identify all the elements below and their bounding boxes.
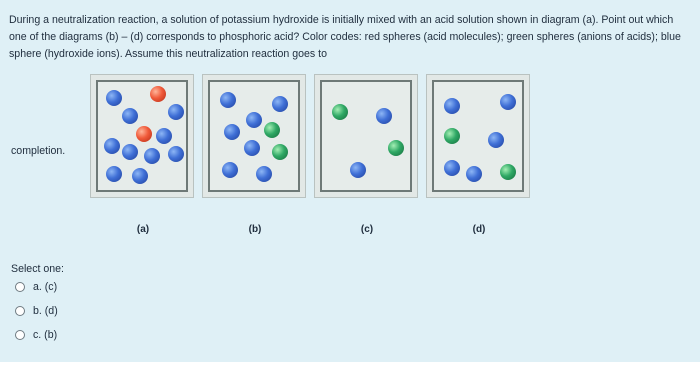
blue-sphere [156,128,172,144]
answer-option-a[interactable] [15,281,57,293]
diagram-panel-d [426,74,530,198]
blue-sphere [168,146,184,162]
diagram-label-b: (b) [248,224,262,235]
diagram-label-d: (d) [472,224,486,235]
blue-sphere [376,108,392,124]
blue-sphere [144,148,160,164]
question-continuation: completion. [11,145,66,157]
blue-sphere [444,98,460,114]
diagram-label-c: (c) [360,224,374,235]
blue-sphere [256,166,272,182]
green-sphere [264,122,280,138]
red-sphere [150,86,166,102]
diagram-figure [90,74,530,240]
blue-sphere [122,144,138,160]
blue-sphere [220,92,236,108]
radio-button[interactable] [15,306,25,316]
blue-sphere [168,104,184,120]
blue-sphere [466,166,482,182]
answer-option-c[interactable] [15,329,57,341]
answer-option-label: b. (d) [33,305,58,317]
diagram-panel-frame [320,80,412,192]
blue-sphere [132,168,148,184]
diagram-label-a: (a) [136,224,150,235]
answer-option-b[interactable] [15,305,58,317]
blue-sphere [224,124,240,140]
diagram-panel-b [202,74,306,198]
radio-button[interactable] [15,330,25,340]
question-text: During a neutralization reaction, a solution of potassium hydroxide is initially mixed with an acid solution shown in diagram (a). Point out which one of the diagrams (b) – (d) corresponds to phosphoric acid? Color codes: red spheres (acid molecules); green spheres (anions of acids); blue sphere (hydroxide ions). Assume this neutralization reaction goes to [9,14,681,60]
blue-sphere [246,112,262,128]
blue-sphere [244,140,260,156]
green-sphere [500,164,516,180]
green-sphere [272,144,288,160]
blue-sphere [272,96,288,112]
blue-sphere [106,90,122,106]
blue-sphere [104,138,120,154]
diagram-panel-a [90,74,194,198]
diagram-panel-frame [208,80,300,192]
diagram-panel-frame [96,80,188,192]
diagram-panel-frame [432,80,524,192]
blue-sphere [444,160,460,176]
answer-option-label: c. (b) [33,329,58,341]
green-sphere [332,104,348,120]
blue-sphere [350,162,366,178]
blue-sphere [222,162,238,178]
green-sphere [388,140,404,156]
green-sphere [444,128,460,144]
diagram-panel-c [314,74,418,198]
blue-sphere [500,94,516,110]
radio-button[interactable] [15,282,25,292]
blue-sphere [122,108,138,124]
red-sphere [136,126,152,142]
blue-sphere [488,132,504,148]
select-one-label: Select one: [11,263,65,275]
blue-sphere [106,166,122,182]
answer-option-label: a. (c) [33,281,58,293]
